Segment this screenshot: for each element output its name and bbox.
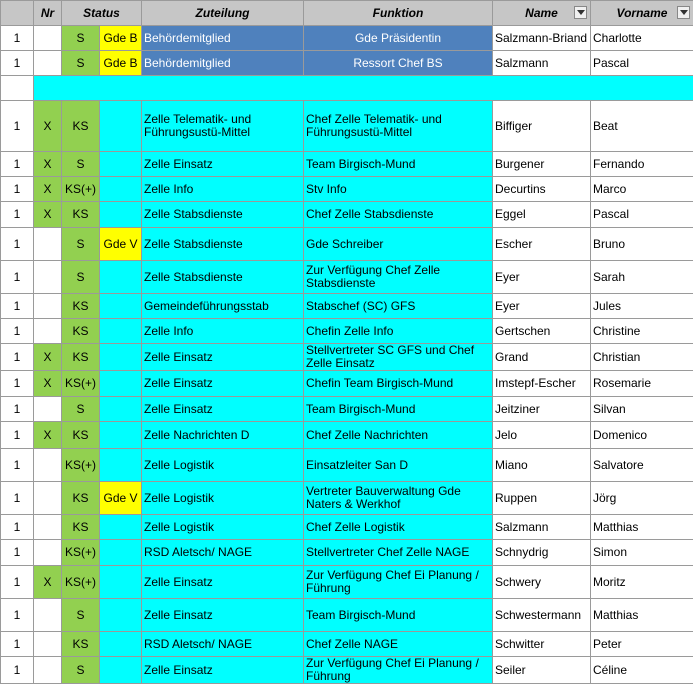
cell-nr[interactable] — [34, 449, 62, 482]
cell-vorname[interactable]: Marco — [591, 177, 693, 202]
cell-status[interactable]: S — [62, 261, 100, 294]
cell-count[interactable]: 1 — [1, 202, 34, 228]
cell-status-gde[interactable] — [100, 632, 142, 657]
cell-count[interactable]: 1 — [1, 228, 34, 261]
cell-funktion[interactable]: Stv Info — [304, 177, 493, 202]
cell-status-gde[interactable]: Gde V — [100, 228, 142, 261]
cell-status[interactable]: S — [62, 51, 100, 76]
cell-name[interactable]: Seiler — [493, 657, 591, 684]
cell-status[interactable]: KS(+) — [62, 177, 100, 202]
cell-nr[interactable] — [34, 397, 62, 422]
cell-funktion[interactable]: Zur Verfügung Chef Ei Planung / Führung — [304, 566, 493, 599]
cell-name[interactable]: Schwitter — [493, 632, 591, 657]
cell-count[interactable]: 1 — [1, 449, 34, 482]
cell-count[interactable]: 1 — [1, 51, 34, 76]
header-zuteilung[interactable]: Zuteilung — [142, 1, 304, 26]
cell-name[interactable]: Schwestermann — [493, 599, 591, 632]
cell-funktion[interactable]: Zur Verfügung Chef Ei Planung / Führung — [304, 657, 493, 684]
cell-count[interactable]: 1 — [1, 152, 34, 177]
cell-name[interactable]: Salzmann — [493, 515, 591, 540]
table-row — [1, 422, 693, 449]
cell-funktion[interactable]: Chef Zelle Logistik — [304, 515, 493, 540]
cell-funktion[interactable]: Stabschef (SC) GFS — [304, 294, 493, 319]
cell-status[interactable]: S — [62, 397, 100, 422]
cell-vorname[interactable]: Matthias — [591, 599, 693, 632]
cell-count[interactable]: 1 — [1, 657, 34, 684]
cell-name[interactable]: Ruppen — [493, 482, 591, 515]
cell-nr[interactable]: X — [34, 152, 62, 177]
cell-funktion[interactable]: Team Birgisch-Mund — [304, 397, 493, 422]
cell-funktion[interactable]: Chefin Team Birgisch-Mund — [304, 371, 493, 397]
cell-status-gde[interactable] — [100, 344, 142, 371]
cell-status-gde[interactable] — [100, 177, 142, 202]
cell-count[interactable]: 1 — [1, 540, 34, 566]
cell-funktion[interactable]: Chef Zelle NAGE — [304, 632, 493, 657]
cell-zuteilung[interactable]: Zelle Einsatz — [142, 152, 304, 177]
cell-status-gde[interactable]: Gde B — [100, 26, 142, 51]
cell-nr[interactable] — [34, 599, 62, 632]
cell-nr[interactable] — [34, 228, 62, 261]
cell-zuteilung[interactable]: Zelle Telematik- und Führungsustü-Mittel — [142, 101, 304, 152]
cell-vorname[interactable]: Charlotte — [591, 26, 693, 51]
cell-zuteilung[interactable]: Zelle Einsatz — [142, 657, 304, 684]
cell-funktion[interactable]: Stellvertreter Chef Zelle NAGE — [304, 540, 493, 566]
cell-status-gde[interactable] — [100, 422, 142, 449]
cell-nr[interactable] — [34, 51, 62, 76]
cell-status[interactable]: S — [62, 599, 100, 632]
cell-zuteilung[interactable]: Zelle Logistik — [142, 449, 304, 482]
header-vorname[interactable] — [591, 1, 693, 26]
cell-name[interactable]: Schnydrig — [493, 540, 591, 566]
cell-count[interactable]: 1 — [1, 294, 34, 319]
cell-name[interactable]: Grand — [493, 344, 591, 371]
cell-status-gde[interactable] — [100, 449, 142, 482]
cell-count[interactable]: 1 — [1, 482, 34, 515]
cell-vorname[interactable]: Pascal — [591, 202, 693, 228]
cell-vorname[interactable]: Beat — [591, 101, 693, 152]
header-nr[interactable]: Nr — [34, 1, 62, 26]
cell-vorname[interactable]: Peter — [591, 632, 693, 657]
cell-funktion[interactable]: Vertreter Bauverwaltung Gde Naters & Werkhof — [304, 482, 493, 515]
cell-name[interactable]: Gertschen — [493, 319, 591, 344]
cell-nr[interactable] — [34, 294, 62, 319]
cell-vorname[interactable]: Silvan — [591, 397, 693, 422]
cell-status[interactable]: KS — [62, 422, 100, 449]
table-row — [1, 76, 693, 101]
cell-count[interactable]: 1 — [1, 632, 34, 657]
cell-name[interactable]: Salzmann-Briand — [493, 26, 591, 51]
cell-status-gde[interactable] — [100, 294, 142, 319]
cell-name[interactable]: Schwery — [493, 566, 591, 599]
cell-nr[interactable]: X — [34, 422, 62, 449]
cell-name[interactable]: Eyer — [493, 294, 591, 319]
table-row — [1, 344, 693, 371]
cell-status-gde[interactable] — [100, 371, 142, 397]
cell-funktion[interactable]: Chefin Zelle Info — [304, 319, 493, 344]
cell-status-gde[interactable]: Gde V — [100, 482, 142, 515]
cell-name[interactable]: Decurtins — [493, 177, 591, 202]
cell-vorname[interactable]: Céline — [591, 657, 693, 684]
cell-funktion[interactable]: Stellvertreter SC GFS und Chef Zelle Einsatz — [304, 344, 493, 371]
cell-name[interactable]: Burgener — [493, 152, 591, 177]
cell-count[interactable]: 1 — [1, 177, 34, 202]
cell-nr[interactable] — [34, 482, 62, 515]
cell-zuteilung[interactable]: Behördemitglied — [142, 51, 304, 76]
cell-zuteilung[interactable]: Zelle Stabsdienste — [142, 261, 304, 294]
cell-funktion[interactable]: Chef Zelle Nachrichten — [304, 422, 493, 449]
cell-nr[interactable] — [34, 26, 62, 51]
cell-status-gde[interactable] — [100, 261, 142, 294]
header-status[interactable]: Status — [62, 1, 142, 26]
cell-funktion[interactable]: Chef Zelle Telematik- und Führungsustü-Mittel — [304, 101, 493, 152]
cell-nr[interactable] — [34, 657, 62, 684]
cell-nr[interactable]: X — [34, 371, 62, 397]
cell-nr[interactable] — [34, 632, 62, 657]
cell-count[interactable]: 1 — [1, 599, 34, 632]
cell-vorname[interactable]: Domenico — [591, 422, 693, 449]
cell-zuteilung[interactable]: Zelle Einsatz — [142, 566, 304, 599]
table-row — [1, 449, 693, 482]
table-row — [1, 26, 693, 51]
table-row — [1, 261, 693, 294]
cell-count[interactable]: 1 — [1, 371, 34, 397]
filter-dropdown-icon[interactable] — [677, 6, 690, 19]
cell-name[interactable]: Biffiger — [493, 101, 591, 152]
cell-vorname[interactable]: Jules — [591, 294, 693, 319]
cell-funktion[interactable]: Chef Zelle Stabsdienste — [304, 202, 493, 228]
cell-name[interactable]: Eggel — [493, 202, 591, 228]
cell-vorname[interactable]: Fernando — [591, 152, 693, 177]
cell-empty[interactable] — [1, 76, 34, 101]
cell-status[interactable]: KS — [62, 294, 100, 319]
cell-status[interactable]: KS — [62, 319, 100, 344]
cell-nr[interactable]: X — [34, 202, 62, 228]
cell-funktion[interactable]: Einsatzleiter San D — [304, 449, 493, 482]
cell-count[interactable]: 1 — [1, 319, 34, 344]
cell-zuteilung[interactable]: Zelle Logistik — [142, 482, 304, 515]
table-row — [1, 152, 693, 177]
table-body — [1, 26, 693, 684]
cell-status[interactable]: KS — [62, 101, 100, 152]
cell-name[interactable]: Salzmann — [493, 51, 591, 76]
table-row — [1, 177, 693, 202]
cell-status[interactable]: KS(+) — [62, 540, 100, 566]
table-row — [1, 101, 693, 152]
cell-nr[interactable]: X — [34, 344, 62, 371]
cell-count[interactable]: 1 — [1, 566, 34, 599]
cell-status-gde[interactable] — [100, 101, 142, 152]
table-row — [1, 397, 693, 422]
cell-funktion[interactable]: Gde Präsidentin — [304, 26, 493, 51]
cell-count[interactable]: 1 — [1, 515, 34, 540]
header-vorname-label: Vorname — [616, 5, 668, 20]
header-row — [1, 1, 693, 26]
cell-status-gde[interactable] — [100, 152, 142, 177]
cell-funktion[interactable]: Ressort Chef BS — [304, 51, 493, 76]
cell-nr[interactable] — [34, 515, 62, 540]
cell-zuteilung[interactable]: RSD Aletsch/ NAGE — [142, 540, 304, 566]
cell-zuteilung[interactable]: Zelle Nachrichten D — [142, 422, 304, 449]
cell-name[interactable]: Eyer — [493, 261, 591, 294]
cell-status-gde[interactable] — [100, 566, 142, 599]
cell-vorname[interactable]: Sarah — [591, 261, 693, 294]
cell-status[interactable]: KS — [62, 632, 100, 657]
table-row — [1, 540, 693, 566]
cell-status[interactable]: S — [62, 152, 100, 177]
cell-status[interactable]: KS(+) — [62, 371, 100, 397]
table-row — [1, 51, 693, 76]
cell-status[interactable]: KS — [62, 482, 100, 515]
cell-funktion[interactable]: Gde Schreiber — [304, 228, 493, 261]
cell-status-gde[interactable] — [100, 599, 142, 632]
cell-name[interactable]: Escher — [493, 228, 591, 261]
table-row — [1, 202, 693, 228]
cell-funktion[interactable]: Team Birgisch-Mund — [304, 152, 493, 177]
cell-nr[interactable] — [34, 540, 62, 566]
table-row — [1, 319, 693, 344]
cell-count[interactable]: 1 — [1, 422, 34, 449]
cell-spacer[interactable] — [34, 76, 693, 101]
cell-nr[interactable]: X — [34, 177, 62, 202]
cell-zuteilung[interactable]: Behördemitglied — [142, 26, 304, 51]
table-row — [1, 599, 693, 632]
cell-name[interactable]: Jelo — [493, 422, 591, 449]
cell-status[interactable]: KS — [62, 344, 100, 371]
cell-zuteilung[interactable]: Zelle Einsatz — [142, 344, 304, 371]
cell-vorname[interactable]: Jörg — [591, 482, 693, 515]
cell-vorname[interactable]: Moritz — [591, 566, 693, 599]
cell-vorname[interactable]: Christian — [591, 344, 693, 371]
cell-vorname[interactable]: Pascal — [591, 51, 693, 76]
filter-dropdown-icon[interactable] — [574, 6, 587, 19]
cell-funktion[interactable]: Team Birgisch-Mund — [304, 599, 493, 632]
cell-status[interactable]: KS — [62, 515, 100, 540]
cell-vorname[interactable]: Bruno — [591, 228, 693, 261]
cell-status-gde[interactable] — [100, 319, 142, 344]
table-row — [1, 482, 693, 515]
cell-status[interactable]: KS(+) — [62, 449, 100, 482]
table-row — [1, 515, 693, 540]
cell-vorname[interactable]: Simon — [591, 540, 693, 566]
cell-status-gde[interactable] — [100, 657, 142, 684]
table-row — [1, 657, 693, 684]
cell-status[interactable]: KS — [62, 202, 100, 228]
cell-status[interactable]: S — [62, 228, 100, 261]
cell-zuteilung[interactable]: Zelle Einsatz — [142, 371, 304, 397]
cell-status[interactable]: S — [62, 657, 100, 684]
cell-count[interactable]: 1 — [1, 26, 34, 51]
cell-nr[interactable] — [34, 319, 62, 344]
cell-count[interactable]: 1 — [1, 344, 34, 371]
cell-zuteilung[interactable]: Gemeindeführungsstab — [142, 294, 304, 319]
cell-count[interactable]: 1 — [1, 397, 34, 422]
cell-status-gde[interactable] — [100, 202, 142, 228]
header-funktion[interactable]: Funktion — [304, 1, 493, 26]
header-name[interactable] — [493, 1, 591, 26]
cell-nr[interactable]: X — [34, 566, 62, 599]
cell-vorname[interactable]: Salvatore — [591, 449, 693, 482]
cell-zuteilung[interactable]: Zelle Einsatz — [142, 397, 304, 422]
table-row — [1, 228, 693, 261]
corner-header — [1, 1, 34, 26]
table-row — [1, 371, 693, 397]
cell-count[interactable]: 1 — [1, 101, 34, 152]
table-row — [1, 632, 693, 657]
cell-status-gde[interactable]: Gde B — [100, 51, 142, 76]
cell-name[interactable]: Jeitziner — [493, 397, 591, 422]
cell-funktion[interactable]: Zur Verfügung Chef Zelle Stabsdienste — [304, 261, 493, 294]
cell-status-gde[interactable] — [100, 515, 142, 540]
table-row — [1, 566, 693, 599]
header-name-label: Name — [525, 5, 558, 20]
cell-status[interactable]: S — [62, 26, 100, 51]
cell-name[interactable]: Imstepf-Escher — [493, 371, 591, 397]
cell-zuteilung[interactable]: Zelle Info — [142, 319, 304, 344]
cell-nr[interactable] — [34, 261, 62, 294]
cell-zuteilung[interactable]: Zelle Logistik — [142, 515, 304, 540]
cell-status[interactable]: KS(+) — [62, 566, 100, 599]
cell-status-gde[interactable] — [100, 540, 142, 566]
table-row — [1, 294, 693, 319]
cell-zuteilung[interactable]: RSD Aletsch/ NAGE — [142, 632, 304, 657]
cell-count[interactable]: 1 — [1, 261, 34, 294]
cell-status-gde[interactable] — [100, 397, 142, 422]
cell-vorname[interactable]: Christine — [591, 319, 693, 344]
cell-zuteilung[interactable]: Zelle Info — [142, 177, 304, 202]
cell-vorname[interactable]: Matthias — [591, 515, 693, 540]
cell-name[interactable]: Miano — [493, 449, 591, 482]
cell-zuteilung[interactable]: Zelle Einsatz — [142, 599, 304, 632]
cell-zuteilung[interactable]: Zelle Stabsdienste — [142, 202, 304, 228]
cell-vorname[interactable]: Rosemarie — [591, 371, 693, 397]
cell-zuteilung[interactable]: Zelle Stabsdienste — [142, 228, 304, 261]
cell-nr[interactable]: X — [34, 101, 62, 152]
